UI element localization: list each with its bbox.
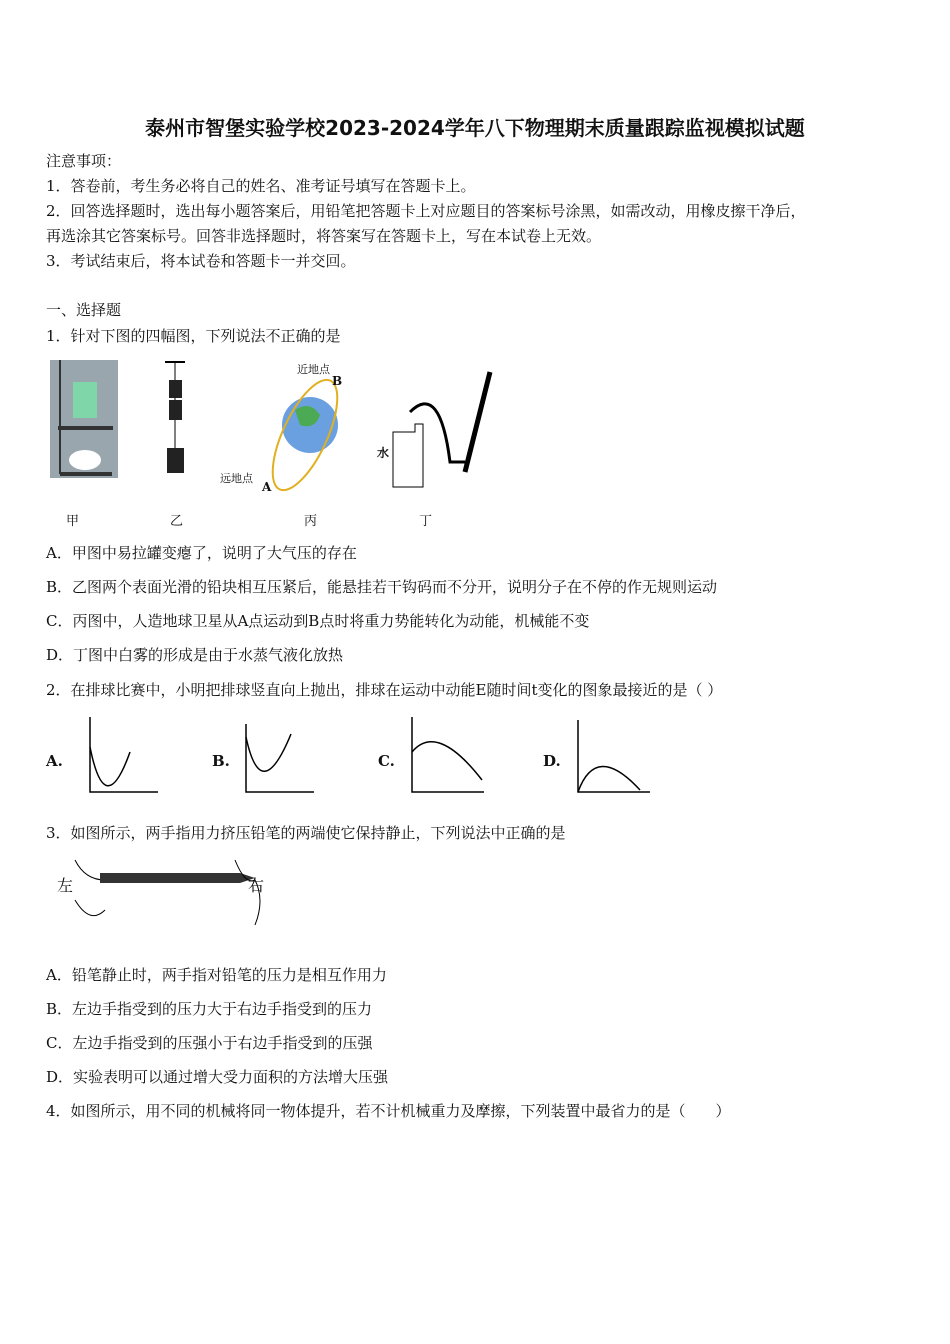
option-a: A．铅笔静止时，两手指对铅笔的压力是相互作用力 [46,966,387,984]
option-c: C．左边手指受到的压强小于右边手指受到的压强 [46,1034,373,1052]
question-4-stem: 4．如图所示，用不同的机械将同一物体提升，若不计机械重力及摩擦，下列装置中最省力的是（ ） [46,1102,731,1120]
graph-a [80,712,165,804]
option-b: B．乙图两个表面光滑的铅块相互压紧后，能悬挂若干钩码而不分开，说明分子在不停的作无规则运动 [46,578,718,596]
point-b-label: B [332,374,343,388]
pump-bottle-figure [375,362,505,492]
graph-b [236,712,321,804]
note-item: 2．回答选择题时，选出每小题答案后，用铅笔把答题卡上对应题目的答案标号涂黑，如需改动，用橡皮擦干净后， [46,202,806,220]
option-c: C．丙图中，人造地球卫星从A点运动到B点时将重力势能转化为动能，机械能不变 [46,612,590,630]
option-b: B．左边手指受到的压力大于右边手指受到的压力 [46,1000,373,1018]
graph-label-a: A. [46,752,63,770]
graph-label-b: B. [212,752,230,770]
section-heading: 一、选择题 [46,301,122,319]
graph-d [568,712,658,804]
point-a-label: A [262,480,272,494]
left-label: 左 [57,876,74,895]
note-item: 1．答卷前，考生务必将自己的姓名、准考证号填写在答题卡上。 [46,177,476,195]
question-3-stem: 3．如图所示，两手指用力挤压铅笔的两端使它保持静止，下列说法中正确的是 [46,824,566,842]
option-d: D．丁图中白雾的形成是由于水蒸气液化放热 [46,646,344,664]
notes-heading: 注意事项： [46,152,122,170]
pencil-figure [55,855,275,930]
question-2-stem: 2．在排球比赛中，小明把排球竖直向上抛出，排球在运动中动能E随时间t变化的图象最接近的是（ ） [46,681,723,699]
water-label: 水 [377,446,390,460]
figure-caption: 丁 [419,514,433,529]
pencil-drawing [55,855,275,930]
page-title: 泰州市智堡实验学校2023-2024学年八下物理期末质量跟踪监视模拟试题 [145,116,805,140]
figure-caption: 乙 [170,514,184,529]
pump-bottle-drawing [375,362,505,492]
graph-label-c: C. [378,752,395,770]
graph-c [402,712,492,804]
satellite-orbit-figure [220,360,350,495]
lead-blocks-figure [160,360,190,475]
graph-label-d: D. [543,752,561,770]
note-item: 再选涂其它答案标号。回答非选择题时，将答案写在答题卡上，写在本试卷上无效。 [46,227,602,245]
figure-caption: 丙 [304,514,318,529]
perigee-label: 近地点 [297,363,330,376]
option-a: A．甲图中易拉罐变瘪了，说明了大气压的存在 [46,544,357,562]
figure-caption: 甲 [66,514,80,529]
right-label: 右 [248,876,265,895]
note-item: 3．考试结束后，将本试卷和答题卡一并交回。 [46,252,356,270]
option-d: D．实验表明可以通过增大受力面积的方法增大压强 [46,1068,389,1086]
question-1-stem: 1．针对下图的四幅图，下列说法不正确的是 [46,327,341,345]
can-figure [50,360,120,480]
apogee-label: 远地点 [220,472,253,485]
